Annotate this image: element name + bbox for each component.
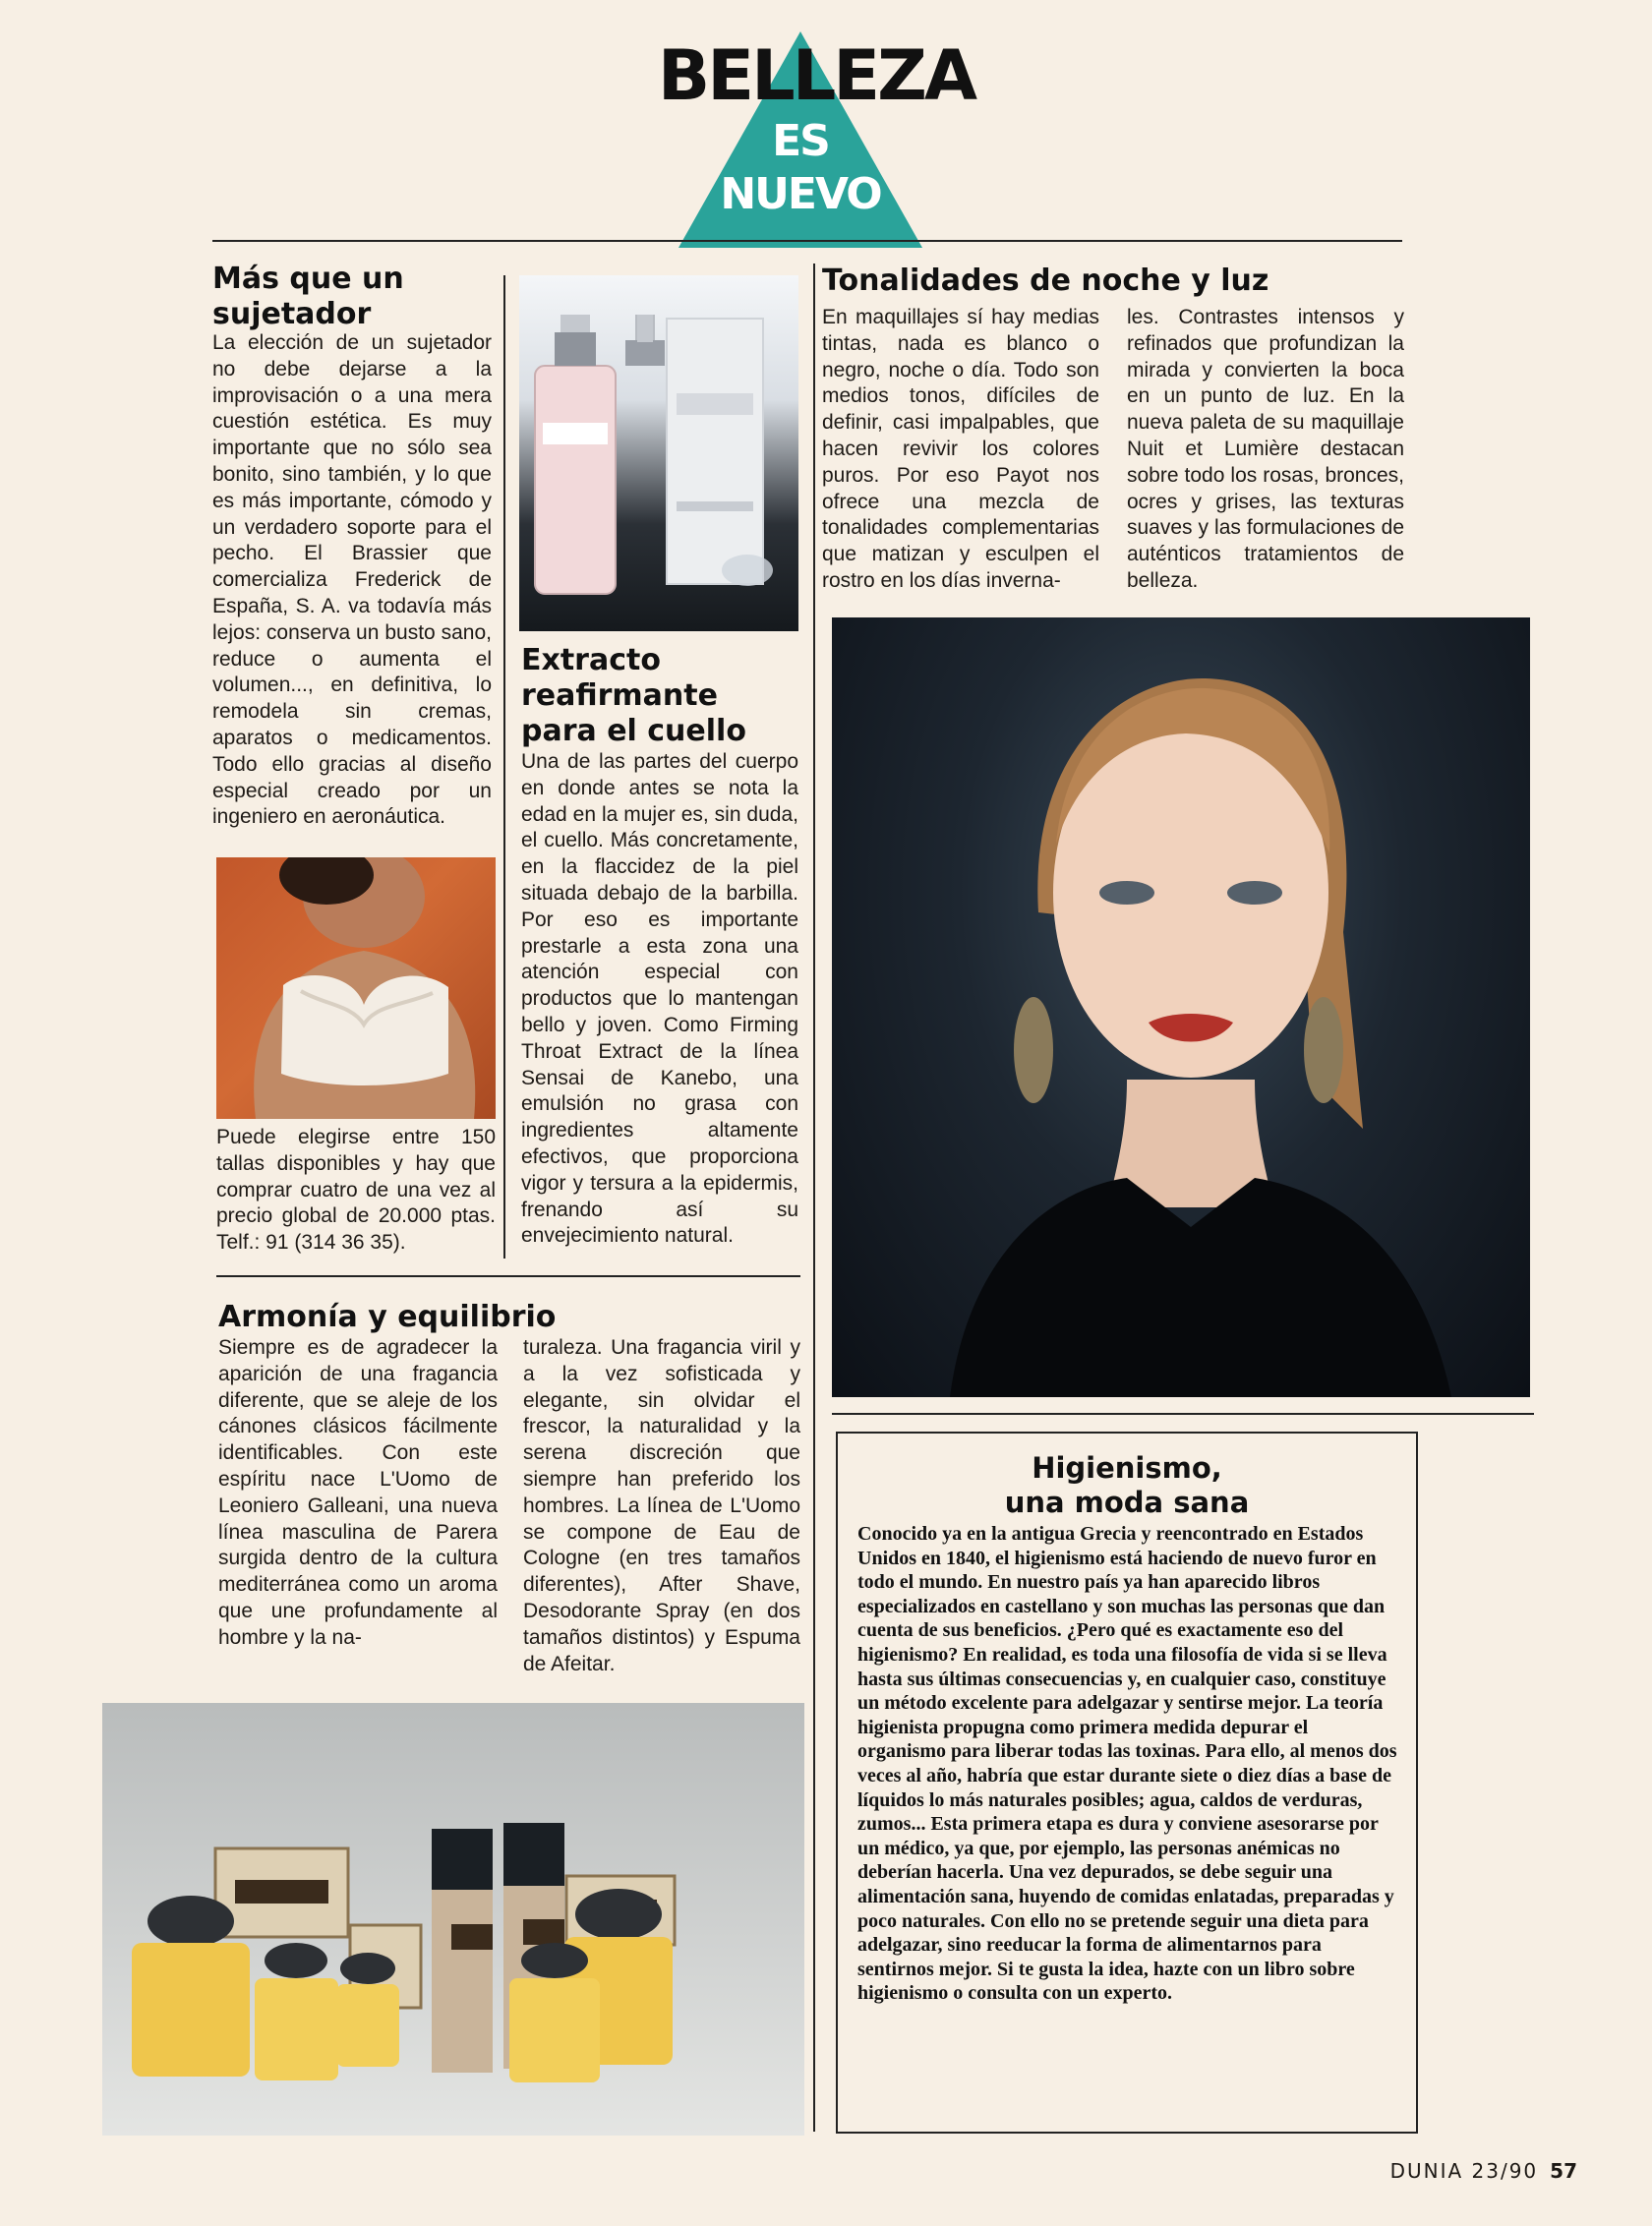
cuello-title: Extracto reafirmante para el cuello — [521, 643, 746, 748]
sujetador-photo — [216, 857, 496, 1119]
armonia-col2: turaleza. Una fragancia viril y a la vez sofisticada y elegante, sin olvidar el frescor, la naturalidad y la serena discreción que siempre han preferido los hombres. La línea de L'Uomo se compone de Eau de Cologne (en tres tamaños diferentes), After Shave, Desodorante Spray (en dos tamaños distintos) y Espuma de Afeitar. — [523, 1336, 800, 1675]
sujetador-body: La elección de un sujetador no debe dejarse a la improvisación o a una mera cuestión estética. Es muy importante que no sólo sea bonito, sino también, y lo que es más importante, cómodo y un verdadero soporte para el pecho. El Brassier que comercializa Frederick de España, S. A. va todavía más lejos: conserva un busto sano, reduce o aumenta el volumen..., en definitiva, lo remodela sin cremas, aparatos o medicamentos. Todo ello gracias al diseño especial creado por un ingeniero en aeronáutica. — [212, 331, 492, 829]
sujetador-title: Más que un sujetador — [212, 262, 404, 331]
section-title: BELLEZA — [657, 35, 975, 116]
luomo-products-photo — [102, 1703, 804, 2136]
higienismo-title-line-2: una moda sana — [1004, 1486, 1250, 1519]
higienismo-rule — [832, 1413, 1534, 1415]
tonalidades-col2: les. Contrastes intensos y refinados que profundizan la mirada y convierten la boca en un punto de luz. En la nueva paleta de su maquillaje Nuit et Lumière destacan sobre todo los rosas, bronces, ocres y grises, las texturas suaves y las formulaciones de auténticos tratamientos de belleza. — [1127, 306, 1404, 592]
armonia-rule — [216, 1275, 800, 1277]
armonia-col1: Siempre es de agradecer la aparición de una fragancia diferente, que se aleje de los cánones clásicos fácilmente identificables. Con este espíritu nace L'Uomo de Leoniero Galleani, una nueva línea masculina de Parera surgida dentro de la cultura mediterránea como un aroma que une profundamente al hombre y la na- — [218, 1336, 498, 1649]
column-divider-left — [503, 275, 505, 1259]
column-divider-right — [813, 264, 815, 2132]
model-portrait-photo — [832, 617, 1530, 1397]
tonalidades-title: Tonalidades de noche y luz — [822, 264, 1269, 298]
kanebo-product-photo — [519, 275, 798, 631]
tonalidades-col1: En maquillajes sí hay medias tintas, nada es blanco o negro, noche o día. Todo son medios tonos, difíciles de definir, casi impalpables, que hacen revivir los colores puros. Por eso Payot nos ofrece una mezcla de tonalidades complementarias que matizan y esculpen el rostro en los días inverna- — [822, 306, 1099, 592]
higienismo-title-line-1: Higienismo, — [1032, 1451, 1222, 1485]
badge-line-1: ES — [772, 116, 829, 166]
header-rule — [212, 240, 1402, 242]
higienismo-body: Conocido ya en la antigua Grecia y reencontrado en Estados Unidos en 1840, el higienismo está haciendo de nuevo furor en todo el mundo. En nuestro país ya han aparecido libros especializados en castellano y son muchas las personas que dan cuenta de sus beneficios. ¿Pero qué es exactamente eso del higienismo? En realidad, es toda una filosofía de vida si se lleva hasta sus últimas consecuencias y, en cualquier caso, constituye un método excelente para adelgazar y sentirse mejor. La teoría higienista propugna como primera medida depurar el organismo para liberar todas las toxinas. Para ello, al menos dos veces al año, habría que estar durante siete o diez días a base de líquidos lo más naturales posibles; agua, caldos de verduras, zumos... Esta primera etapa es dura y conviene asesorarse por un médico, ya que, por ejemplo, las personas anémicas no deberían hacerla. Una vez depurados, se debe seguir una alimentación sana, huyendo de comidas enlatadas, preparadas y poco naturales. Con ello no se pretende seguir una dieta para adelgazar, sino reeducar la forma de alimentarnos para sentirnos mejor. Si te gusta la idea, hazte con un libro sobre higienismo o consulta con un experto. — [857, 1523, 1397, 2005]
cuello-body: Una de las partes del cuerpo en donde antes se nota la edad en la mujer es, sin duda, el cuello. Más concretamente, en la flaccidez de la piel situada debajo de la barbilla. Por eso es importante prestarle a esta zona una atención especial con productos que lo mantengan bello y joven. Como Firming Throat Extract de la línea Sensai de Kanebo, una emulsión no grasa con ingredientes altamente efectivos, que proporciona vigor y tersura a la epidermis, frenando así su envejecimiento natural. — [521, 750, 798, 1248]
armonia-title: Armonía y equilibrio — [218, 1300, 557, 1334]
sujetador-body-continued: Puede elegirse entre 150 tallas disponibles y hay que comprar cuatro de una vez al precio global de 20.000 ptas. Telf.: 91 (314 36 35). — [216, 1126, 496, 1255]
badge-line-2: NUEVO — [720, 169, 881, 219]
magazine-issue: DUNIA 23/90 — [1389, 2159, 1539, 2183]
page-footer — [1390, 2159, 1577, 2183]
page-number: 57 — [1550, 2159, 1577, 2183]
